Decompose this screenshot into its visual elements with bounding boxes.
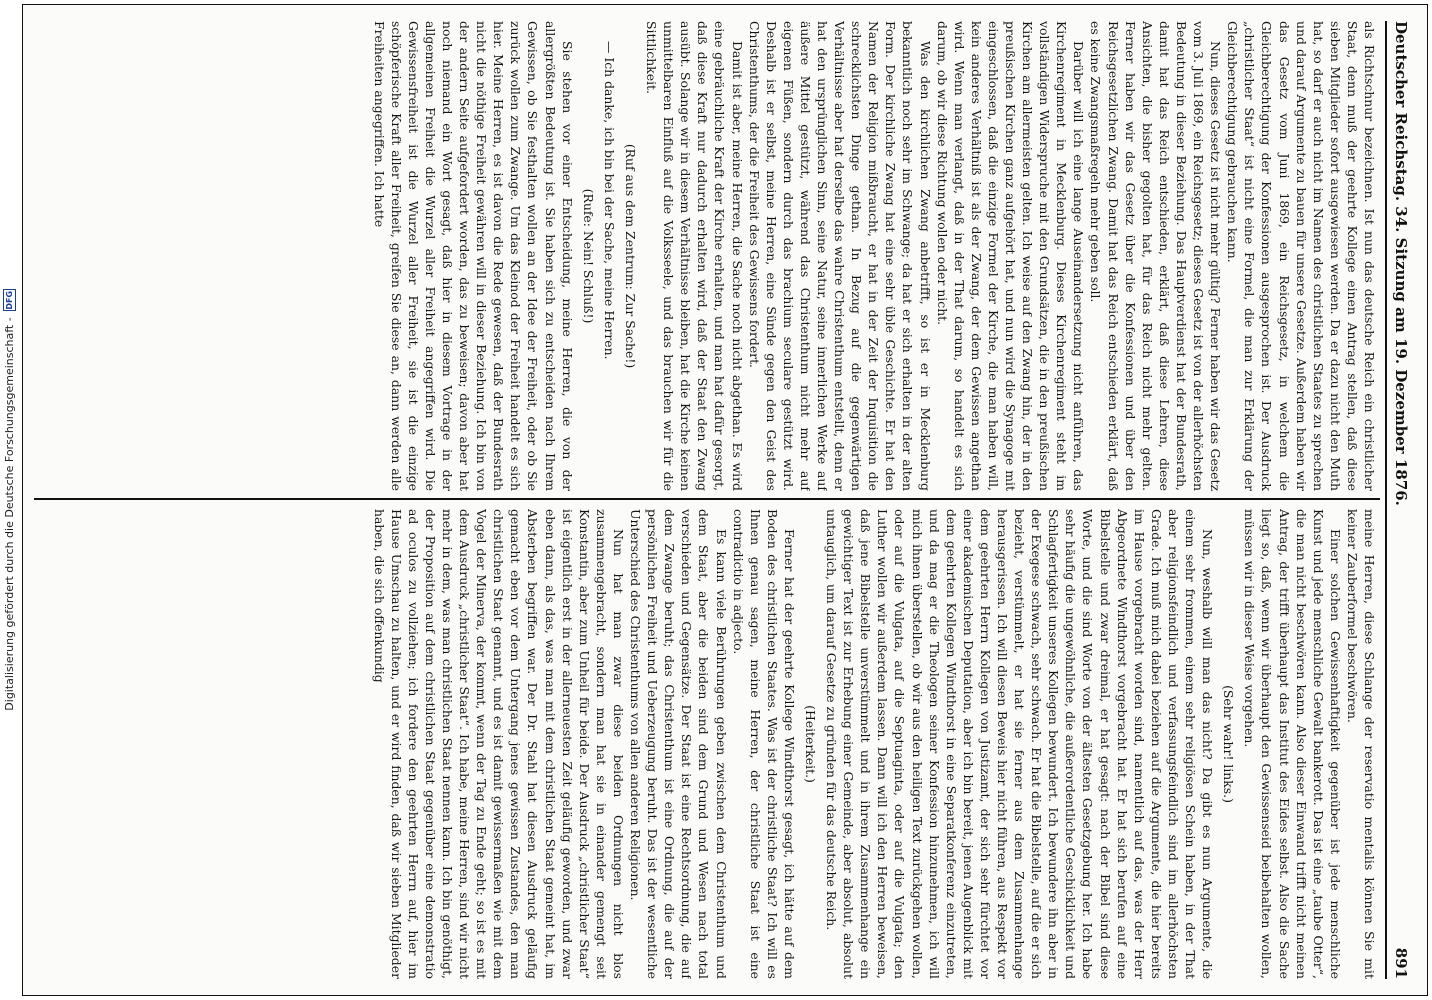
interjection: (Sehr wahr! links.) — [1221, 685, 1237, 803]
paragraph: meine Herren, diese Schlange der reservatio mentalis können Sie mit keiner Zauberformel beschwören. — [1344, 509, 1377, 979]
interjection: (Rufe: Nein! Schluß!) — [580, 188, 596, 324]
interjection: (Heiterkeit.) — [803, 705, 818, 783]
text-column-right — [36, 509, 1378, 979]
scanned-page — [22, 4, 1428, 996]
column-divider — [34, 498, 1380, 500]
page-number: 891 — [1392, 947, 1410, 979]
paragraph: Nun, dieses Gesetz ist nicht mehr gültig? Ferner haben wir das Gesetz vom 3. Juli 1869, ein Reichsgesetz; dieses Gesetz ist von der allerhöchsten Bedeutung in dieser Beziehung. Das Hauptverdienst hat der Bundesrath, damit hat das Reich entschieden, erklärt, daß diese Lehren, diese Ansichten, die bisher gegolten hat, für das Reich nicht mehr gelten. Ferner haben wir das Gesetz über die Konfessionen und über den Reichsgesetzlichen Zwang. Damit hat das Reich entschieden erklärt, daß es keine Zwangsmaßregeln mehr geben soll. — [1088, 21, 1224, 491]
rotated-page-content — [30, 11, 1420, 989]
text-column-left — [36, 21, 1378, 491]
dfg-logo-icon: DFG — [4, 290, 14, 310]
paragraph: Nun, weshalb will man das nicht? Da gibt es nun Argumente, die einem sehr frommen, einem sehr religiösen Schein haben, in der That aber religionsfeindlich und verfassungsfeindlich sind im allerhöchsten Grade. Ich muß mich dabei beziehen auf die Argumente, die hier bereits im Hause vorgebracht worden sind, namentlich auf das, was der Herr Abgeordnete Windthorst vorgebracht hat. Er hat sich berufen auf eine Bibelstelle und zwar dreimal, er hat gesagt: nach der Bibel sind diese Worte, und die sind Worte von der ältesten Gesetzgebung her. Ich habe sehr häufig die ungewöhnliche, die außerordentliche Geschicklichkeit und Schlagfertigkeit unseres Kollegen bewundert. Ich bewundere ihn aber in der Exegese schwach, sehr schwach. Er hat die Bibelstelle, auf die er sich bezieht, verstümmelt, er hat sie ferner aus dem Zusammenhange herausgerissen. Ich will diesen Beweis hier nicht führen, aus Respekt vor dem geehrten Herrn Kollegen von Justizamt, der sich sehr fürchtet vor einer akademischen Deputation, aber ich bin bereit, jenen Augenblick mit dem geehrten Kollegen Windthorst in eine Separatkonferenz einzutreten, und da mag er die Theologen seiner Konfession hinzunehmen, ich will mich ihnen überstellen, ob wir aus den heiligen Text zurückgehen wollen, oder auf die Vulgata, auf die Septuaginta, oder auf die Vulgata; den Luther wollen wir außerdem lassen. Dann will ich den Herren beweisen, daß jene Bibelstelle unverstümmelt und in ihrem Zusammenhange ein gewichtiger Text ist zur Erhebung einer Gemeinde, aber absolut, absolut untauglich, um darauf Gesetze zu gründen für das deutsche Reich. — [824, 509, 1216, 979]
paragraph: Was den kirchlichen Zwang anbetrifft, so ist er in Mecklenburg bekanntlich noch sehr im Schwange; da hat er sich erhalten in der alten Form. Der kirchliche Zwang hat eine sehr üble Geschichte. Er hat den Namen der Religion mißbraucht, er hat in der Zeit der Inquisition die schrecklichsten Dinge gethan. In Bezug auf die gegenwärtigen Verhältnisse aber hat derselbe das wahre Christenthum entstellt, denn er hat den ursprünglichen Sinn, seine Natur, seine innerlichen Werke auf äußere Mittel gestützt, während das Christenthum nicht mehr auf eigenen Füßen, sondern durch das brachium seculare gestützt wird. Deshalb ist er selbst, meine Herren, eine Sünde gegen den Geist des Christenthums, der die Freiheit des Gewissens fordert. — [746, 21, 933, 491]
paragraph: Es kann viele Berührungen geben zwischen dem Christenthum und dem Staat, aber die beiden sind dem Grund und Wesen nach total verschieden und Gegensätze. Der Staat ist eine Rechtsordnung, die auf dem Zwange beruht; das Christenthum ist eine Ordnung, die auf der persönlichen Freiheit und Ueberzeugung beruht. Das ist der wesentliche Unterschied des Christenthums von allen anderen Religionen. — [628, 509, 729, 979]
page-header — [1390, 21, 1412, 979]
digitization-caption — [0, 0, 18, 1000]
paragraph: als Richtschnur bezeichnen. Ist nun das deutsche Reich ein christlicher Staat, denn muß der geehrte Kollege einen Antrag stellen, daß diese sieben Mitglieder sofort ausgewiesen werden. Da er dazu nicht den Muth hat, so darf er auch nicht im Namen des christlichen Staates zu sprechen und darauf Argumente zu bauen für unsere Gesetze. Außerdem haben wir das Gesetz vom Juni 1869, ein Reichsgesetz, in welchem die Gleichberechtigung der Konfessionen ausgesprochen ist. Der Ausdruck „christlicher Staat“ ist nicht eine Formel, die man zur Erklärung der Gleichberechtigung gebrauchen kann. — [1225, 21, 1377, 491]
paragraph: Darüber will ich eine lange Auseinandersetzung nicht anführen, das Kirchenregiment in Mecklenburg. Dieses Kirchenregiment steht im vollständigen Widerspruche mit den Grundsätzen, die in den preußischen Kirchen am allermeisten gelten. Ich weise auf den Zwang hin, der in den preußischen Kirchen ganz aufgehört hat, und nun wird die Synagoge mit eingeschlossen, daß die einzige Formel der Kirche, die man haben will, kein anderes Verhältniß ist als der Zwang, der dem Gewissen angethan wird. Wenn man verlangt, daß in der That darum, so handelt es sich darum, ob wir diese Richtung wollen oder nicht. — [934, 21, 1087, 491]
paragraph: Damit ist aber, meine Herren, die Sache noch nicht abgethan. Es wird eine gebräuchliche Kraft der Kirche erhalten, und man hat dafür gesorgt, daß diese Kraft nur dadurch erhalten wird, daß der Staat den Zwang ausübt. Solange wir in diesem Verhältnisse bleiben, hat die Kirche keinen unmittelbaren Einfluß auf die Volksseele, und das brauchen wir für die Sittlichkeit. — [644, 21, 745, 491]
paragraph: Einer solchen Gewissenhaftigkeit gegenüber ist jede menschliche Kunst und jede menschliche Gewalt bankerott. Das ist eine „taube Otter“, die man nicht beschwören kann. Also dieser Einwand trifft nicht meinen Antrag, der trifft überhaupt das Institut des Eides selbst. Also die Sache liegt so, daß, wenn wir überhaupt den Gewissenseid beibehalten wollen, müssen wir in dieser Weise vorgehen. — [1242, 509, 1343, 979]
paragraph: — Ich danke, ich bin bei der Sache, meine Herren. — [601, 41, 617, 360]
paragraph: Nun hat man zwar diese beiden Ordnungen nicht blos zusammengebracht, sondern man hat sie in einander gemengt seit Konstantin, aber zum Unheil für beide. Der Ausdruck „christlicher Staat“ ist eigentlich erst in der allerneuesten Zeit geläufig geworden, und zwar eben dann, als das, was man mit dem christlichen Staat gemeint hat, im Absterben begriffen war. Der Dr. Stahl hat diesen Ausdruck geläufig gemacht eben vor dem Untergang jenes gewissen Zustandes, den man christlichen Staat genannt, und es ist damit gewissermaßen wie mit dem Vogel der Minerva, der kommt, wenn der Tag zu Ende geht; so ist es mit dem Ausdruck „christlicher Staat“. Ich habe, meine Herren, sind wir nicht mehr in dem, was man christlichen Staat nennen kann. Ich bin genöthigt, der Proposition auf dem christlichen Staat gegenüber eine demonstratio ad oculos zu vollziehen; ich fordere den geehrten Herrn auf, hier im Hause Umschau zu halten, und er wird finden, daß wir sieben Mitglieder haben, die sich offenkundig — [371, 509, 626, 979]
digitization-caption-text: Digitalisierung gefördert durch die Deutsche Forschungsgemeinschaft - — [2, 317, 16, 711]
interjection: (Ruf aus dem Zentrum: Zur Sache!) — [622, 143, 638, 369]
paragraph: Sie stehen vor einer Entscheidung, meine Herren, die von der allergrößten Bedeutung ist. Sie haben sich zu entscheiden nach Ihrem Gewissen, ob Sie festhalten wollen an der Idee der Freiheit, oder ob Sie zurück wollen zum Zwange. Um das Kleinod der Freiheit handelt es sich hier. Meine Herren, es ist davon die Rede gewesen, daß der Bundesrath nicht die nöthige Freiheit gewähren will in dieser Beziehung. Ich bin von der andern Seite aufgefordert worden, das zu beweisen; davon aber hat noch niemand ein Wort gesagt, daß hier in diesem Vortrage in der allgemeinen Freiheit die Wurzel aller Freiheit angegriffen wird. Die Gewissensfreiheit ist die Wurzel aller Freiheit, sie ist die einzige schöpferische Kraft aller Freiheit, greifen Sie diese an, dann werden alle Freiheiten angegriffen. Ich hatte — [371, 21, 575, 491]
paragraph: Ferner hat der geehrte Kollege Windthorst gesagt, ich hätte auf dem Boden des christlichen Staates. Was ist der christliche Staat? Ich will es Ihnen genau sagen, meine Herren, der christliche Staat ist eine contradictio in adjecto. — [730, 509, 797, 979]
running-head-title: Deutscher Reichstag. 34. Sitzung am 19. Dezember 1876. — [1392, 21, 1410, 506]
header-rule — [1385, 21, 1387, 979]
